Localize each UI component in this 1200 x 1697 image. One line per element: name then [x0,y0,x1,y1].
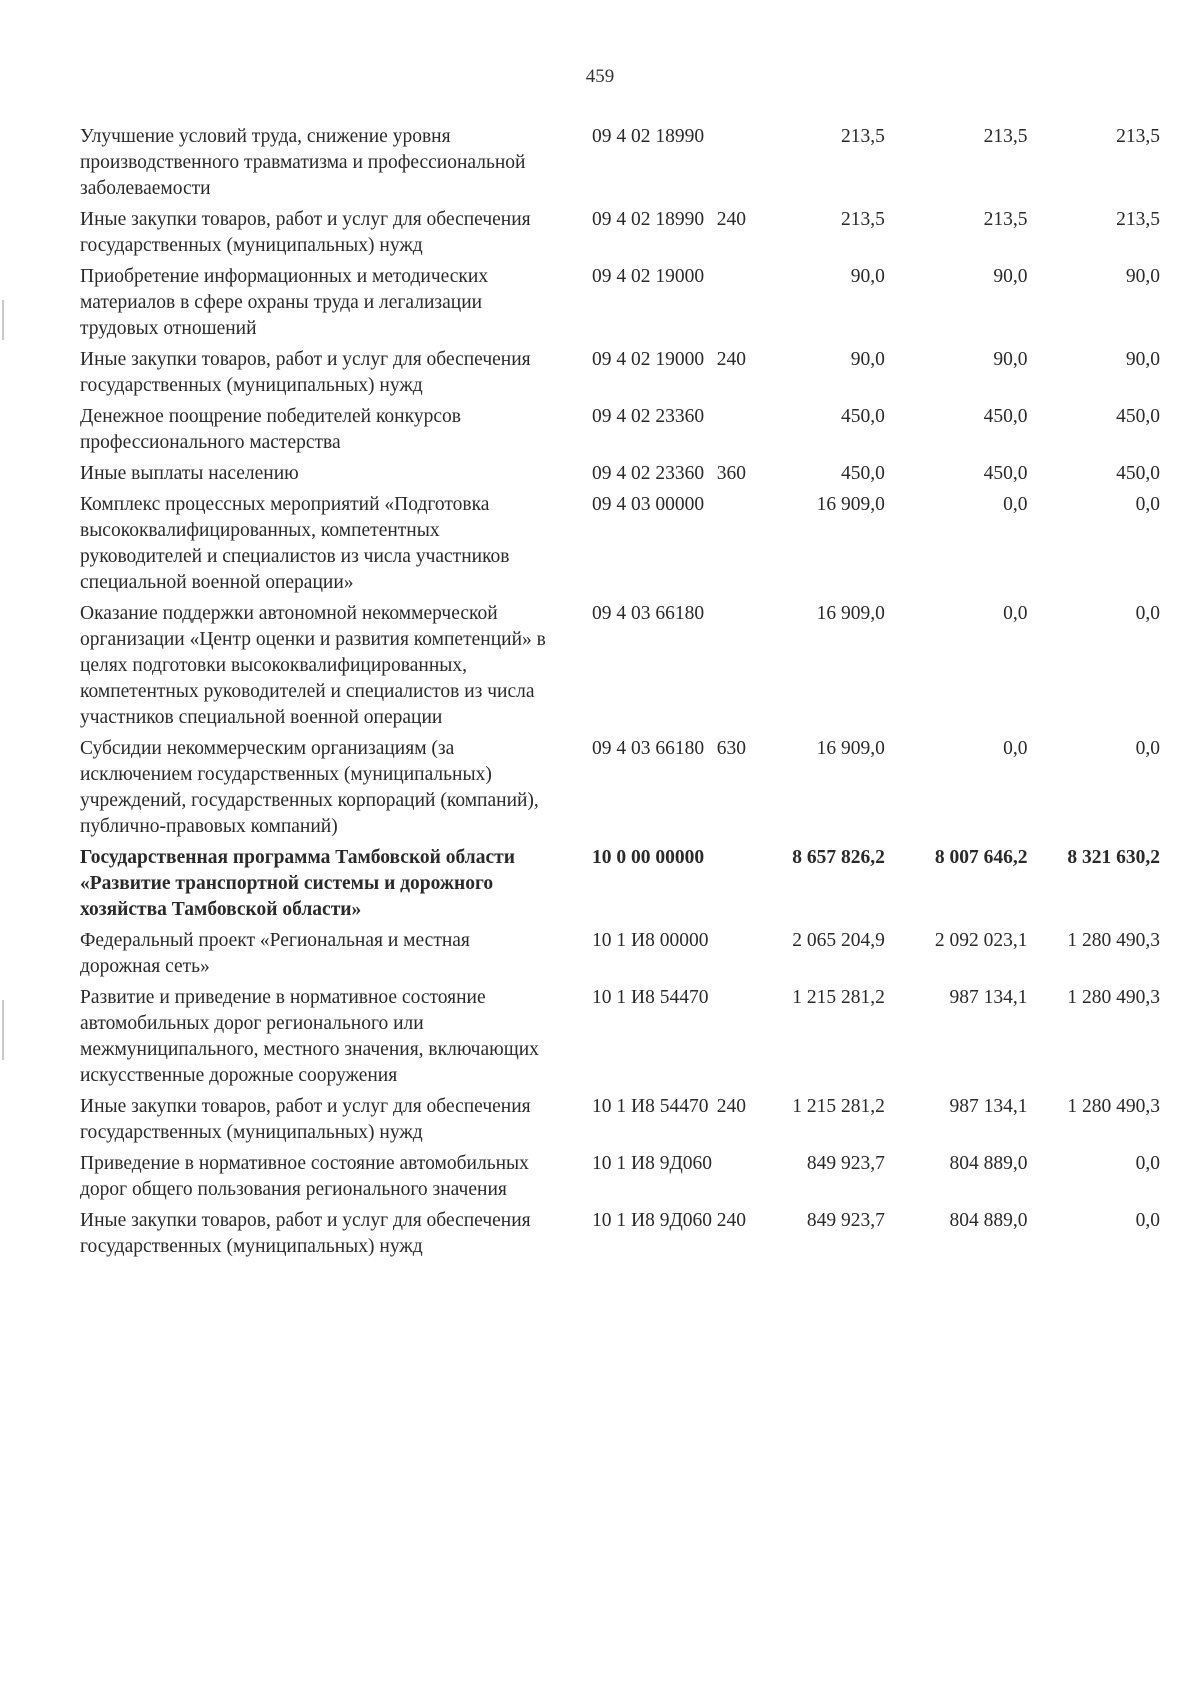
amount-year-1: 849 923,7 [806,1210,885,1231]
expense-name: Федеральный проект «Региональная и местная дорожная сеть» [80,930,470,977]
budget-table-body [80,124,1160,1265]
amount-year-2: 0,0 [1003,494,1028,515]
expense-name: Оказание поддержки автономной некоммерческой организации «Центр оценки и развития компетенций» в целях подготовки высококвалифицированных, компетентных руководителей и специалистов из числа участников специальной военной операции [80,603,546,728]
expense-name: Иные выплаты населению [80,463,299,484]
table-row [80,1151,1160,1208]
table-row [80,1094,1160,1151]
scan-artifact [2,1000,4,1060]
expense-type-code [717,845,768,928]
expense-type-code [717,1151,768,1208]
amount-year-3: 0,0 [1135,494,1160,515]
amount-year-2: 450,0 [983,406,1028,427]
amount-year-3: 1 280 490,3 [1067,930,1160,951]
amount-year-3: 450,0 [1116,463,1160,484]
amount-year-3: 1 280 490,3 [1067,1096,1160,1117]
amount-year-3: 0,0 [1135,1153,1160,1174]
amount-year-2: 0,0 [1003,603,1028,624]
table-row [80,736,1160,845]
amount-year-3: 1 280 490,3 [1067,987,1160,1008]
target-article-code: 10 0 00 00000 [592,847,705,868]
expense-type-code [717,264,768,347]
expense-name: Иные закупки товаров, работ и услуг для обеспечения государственных (муниципальных) нужд [80,209,531,256]
table-row [80,461,1160,492]
table-row [80,404,1160,461]
amount-year-3: 90,0 [1125,349,1160,370]
budget-table [80,124,1160,1265]
page-number: 459 [585,66,615,87]
amount-year-1: 450,0 [841,406,885,427]
table-row [80,207,1160,264]
amount-year-2: 90,0 [993,349,1028,370]
expense-type-code [717,124,768,207]
target-article-code: 09 4 02 23360 [592,463,705,484]
target-article-code: 09 4 02 18990 [592,126,705,147]
target-article-code: 09 4 02 19000 [592,266,705,287]
table-row [80,601,1160,736]
amount-year-2: 804 889,0 [949,1153,1028,1174]
expense-type-code: 240 [716,349,747,370]
expense-type-code: 240 [716,1210,747,1231]
table-row [80,1208,1160,1265]
expense-type-code [717,492,768,601]
expense-name: Денежное поощрение победителей конкурсов профессионального мастерства [80,406,461,453]
expense-name: Иные закупки товаров, работ и услуг для обеспечения государственных (муниципальных) нужд [80,349,531,396]
amount-year-3: 90,0 [1125,266,1160,287]
amount-year-1: 16 909,0 [816,603,885,624]
expense-name: Приведение в нормативное состояние автомобильных дорог общего пользования регионального значения [80,1153,529,1200]
target-article-code: 09 4 03 66180 [592,738,705,759]
amount-year-1: 90,0 [850,349,885,370]
expense-name: Иные закупки товаров, работ и услуг для обеспечения государственных (муниципальных) нужд [80,1210,531,1257]
target-article-code: 10 1 И8 00000 [592,930,709,951]
amount-year-1: 16 909,0 [816,494,885,515]
table-row [80,347,1160,404]
amount-year-2: 804 889,0 [949,1210,1028,1231]
expense-name: Государственная программа Тамбовской области «Развитие транспортной системы и дорожного хозяйства Тамбовской области» [80,847,515,920]
expense-name: Комплекс процессных мероприятий «Подготовка высококвалифицированных, компетентных руководителей и специалистов из числа участников специальной военной операции» [80,494,510,593]
amount-year-3: 213,5 [1116,209,1160,230]
amount-year-2: 450,0 [983,463,1028,484]
amount-year-2: 2 092 023,1 [934,930,1028,951]
amount-year-1: 1 215 281,2 [792,1096,885,1117]
expense-name: Иные закупки товаров, работ и услуг для обеспечения государственных (муниципальных) нужд [80,1096,531,1143]
amount-year-3: 450,0 [1116,406,1160,427]
expense-type-code: 240 [716,1096,747,1117]
table-row [80,492,1160,601]
table-row [80,845,1160,928]
amount-year-3: 213,5 [1116,126,1160,147]
expense-type-code: 240 [716,209,747,230]
expense-name: Приобретение информационных и методических материалов в сфере охраны труда и легализации трудовых отношений [80,266,489,339]
amount-year-3: 0,0 [1135,738,1160,759]
expense-name: Развитие и приведение в нормативное состояние автомобильных дорог регионального или межмуниципального, местного значения, включающих искусственные дорожные сооружения [80,987,539,1086]
amount-year-1: 450,0 [841,463,885,484]
amount-year-2: 213,5 [983,209,1028,230]
amount-year-2: 987 134,1 [949,987,1028,1008]
expense-type-code: 630 [716,738,747,759]
amount-year-1: 213,5 [841,126,885,147]
table-row [80,124,1160,207]
target-article-code: 09 4 02 19000 [592,349,705,370]
target-article-code: 09 4 02 18990 [592,209,705,230]
amount-year-3: 0,0 [1135,1210,1160,1231]
amount-year-2: 8 007 646,2 [934,847,1028,868]
amount-year-3: 8 321 630,2 [1067,847,1160,868]
amount-year-3: 0,0 [1135,603,1160,624]
expense-type-code [717,404,768,461]
amount-year-1: 849 923,7 [806,1153,885,1174]
amount-year-2: 987 134,1 [949,1096,1028,1117]
target-article-code: 09 4 02 23360 [592,406,705,427]
target-article-code: 10 1 И8 54470 [592,1096,709,1117]
amount-year-1: 16 909,0 [816,738,885,759]
table-row [80,985,1160,1094]
scan-artifact [2,300,4,340]
target-article-code: 10 1 И8 9Д060 [592,1153,713,1174]
expense-type-code: 360 [716,463,747,484]
target-article-code: 10 1 И8 9Д060 [592,1210,713,1231]
expense-type-code [717,928,768,985]
amount-year-1: 1 215 281,2 [792,987,885,1008]
target-article-code: 09 4 03 66180 [592,603,705,624]
amount-year-1: 90,0 [850,266,885,287]
expense-type-code [717,601,768,736]
table-row [80,928,1160,985]
target-article-code: 09 4 03 00000 [592,494,705,515]
amount-year-1: 8 657 826,2 [792,847,885,868]
expense-type-code [717,985,768,1094]
amount-year-1: 2 065 204,9 [792,930,885,951]
amount-year-2: 90,0 [993,266,1028,287]
amount-year-2: 0,0 [1003,738,1028,759]
expense-name: Субсидии некоммерческим организациям (за исключением государственных (муниципальных) учреждений, государственных корпораций (компаний), публично-правовых компаний) [80,738,539,837]
target-article-code: 10 1 И8 54470 [592,987,709,1008]
amount-year-1: 213,5 [841,209,885,230]
expense-name: Улучшение условий труда, снижение уровня производственного травматизма и профессиональной заболеваемости [80,126,526,199]
table-row [80,264,1160,347]
amount-year-2: 213,5 [983,126,1028,147]
